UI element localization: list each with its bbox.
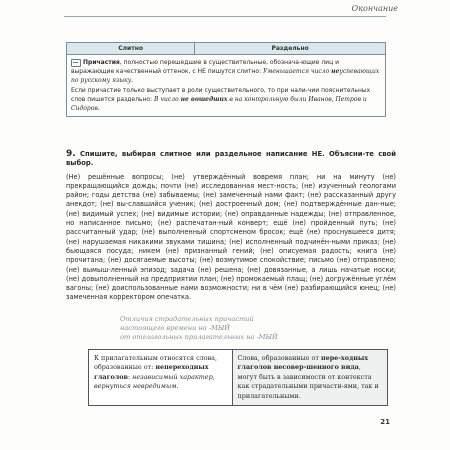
header-title: Окончание [351,4,398,13]
participles-rest: , могут быть в зависимости от контекста как страдательными причасти-ями, так и прилагательными. [237,363,379,400]
note-example-2a: В число [153,95,181,103]
note-example-1a: Уменьшается число [263,68,332,76]
note-example-2c: в на контрольную были Иванов, Петров и Сидоров. [71,95,367,113]
adjectives-cell: К прилагательным относятся слова, образованные от: непереходных глаголов: независимый характер, вернуться невредимым. [89,350,233,406]
col-separate: Раздельно [195,43,386,55]
note-text-1: , полностью перешедшие в существительные, обознача-ющие лиц и выражающие качественный оттенок, с НЕ пишутся слитно: [71,59,339,76]
exercise-text: (Не) решённые вопросы; (не) утверждённый вовремя план; ни на минуту (не) прекращающийся дождь; почти (не) исследованная мест-ность; (не) изученный геологами район; годы детства (не) забываемы; (не) замеченный нами факт; (не) рассказанный другу анекдот; (не) вы-славшийся ученик; (не) достроенный дом; (не) подтверждённые дан-ные; (не) видимый успех; (не) видимые истории; (не) оправданные надежды; (не) отправленное, но написанное письмо; (не) распечатан-ный конверт; ещё (не) пройденный путь; (не) рассчитанный удар; (не) выполненный спортсменом бросок; ещё (не) проснувшееся дитя; (не) нарушаемая никакими звуками тишина; (не) исполненный подчинён-ными приказ; (не) бьющаяся посуда; никем (не) признанный гений; (не) описуемая радость; книга (не) прочитана; (не) досягаемые высоты; (не) возмутимое спокойствие; письмо (не) отправлено; (не) вымыш-ленный эпизод; задача (не) решена; (не) довязанные, а лишь начатые носки; (не) довыполненный на предприятии план; (не) промокаемый плащ; (не) догружённые углём вагоны; (не) доиспользованные нами возможности; ни в чём (не) разбирающийся юнец; (не) замеченная корректором опечатка. [66,172,396,302]
adjectives-term: непереходных глаголов [94,363,209,381]
comparison-table [88,349,388,406]
exercise-number: 9. [66,149,76,159]
header-rule [64,16,386,17]
adjectives-intro: К прилагательным относятся слова, образованные от: [94,354,218,372]
col-joint: Слитно [67,43,195,55]
exercise-9 [66,150,396,303]
note-example-1c: успевающих по русскому языку. [71,68,380,85]
note-term: Причастия [83,59,120,66]
participles-term: пере-ходных глаголов несовер-шенного вида [237,354,369,372]
caption-line-3: от отглагольных прилагательных на -МЫЙ [120,333,278,341]
pencil-note-icon [71,59,81,67]
exercise-instruction: Спишите, выбирая слитное или раздельное написание НЕ. Объясни-те свой выбор. [66,150,396,168]
note-example-1b: не [331,68,340,76]
note-example-2b: не вошедших [180,95,228,103]
exercise-heading [66,150,396,169]
section-caption [120,315,360,342]
caption-line-2: настоящего времени на -МЫЙ [120,324,231,332]
rule-note [67,55,386,117]
note-text-2: Если причастие только выступает в роли существительного, то при нали-чии пояснительных слов пишется раздельно: [71,86,371,103]
rule-table [66,42,386,117]
page-number: 21 [380,418,390,426]
caption-line-1: Отличия страдательных причастий [120,315,254,323]
participles-cell [232,350,387,406]
adjectives-examples: независимый характер, вернуться невредимым. [94,372,215,391]
participles-intro: Слова, образованные от [237,354,321,362]
